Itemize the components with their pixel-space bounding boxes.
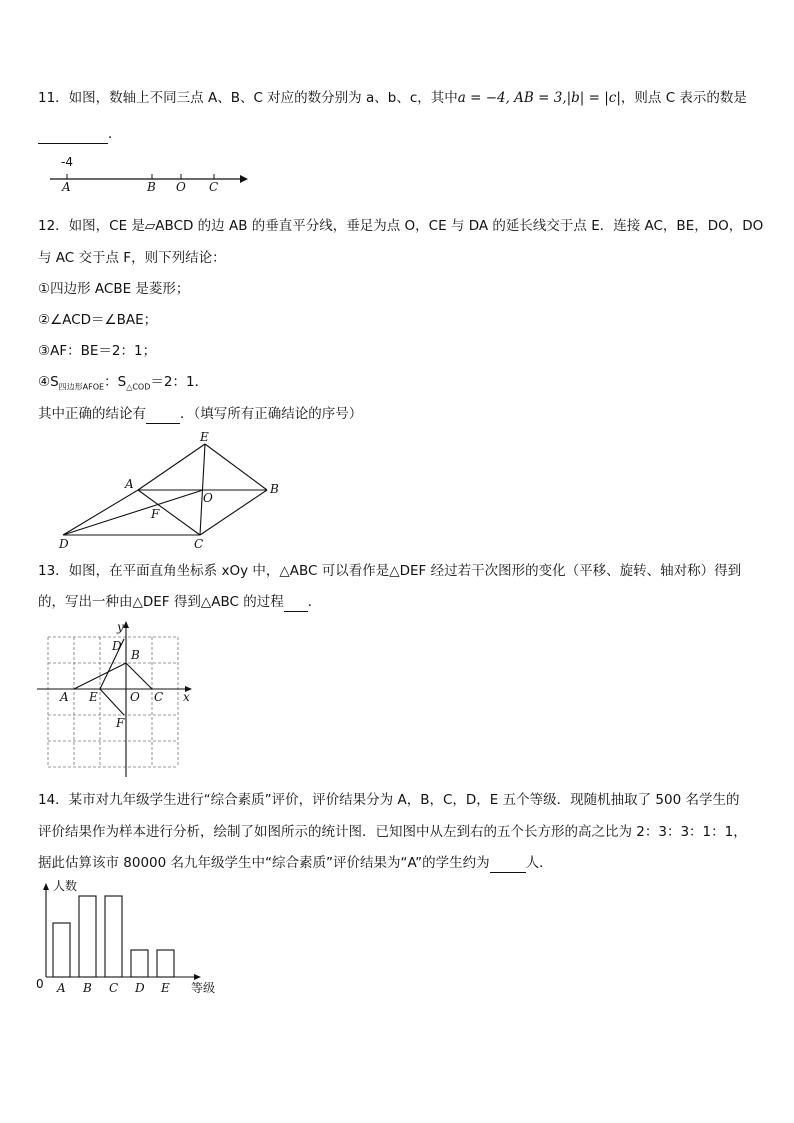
label-c: C	[154, 690, 164, 704]
c4-c: ＝2：1．	[150, 374, 209, 390]
q12-blank	[146, 407, 180, 424]
q12-conclusion-1: ①四边形 ACBE 是菱形；	[38, 281, 190, 297]
seg-da	[63, 490, 138, 535]
q12-ask-a: 其中正确的结论有	[38, 406, 146, 422]
category-label-b: B	[83, 981, 92, 995]
q11-blank	[38, 127, 108, 144]
label-f: F	[116, 716, 125, 730]
bar-e	[157, 950, 174, 977]
c4-sub2: △COD	[126, 382, 151, 392]
q12-conclusion-2: ②∠ACD＝∠BAE；	[38, 312, 158, 328]
q13-line2-a: 的，写出一种由△DEF 得到△ABC 的过程	[38, 594, 284, 610]
c4-b: ：S	[104, 374, 127, 390]
tick-label: -4	[61, 155, 73, 169]
point-c: C	[209, 180, 219, 194]
point-o: O	[176, 180, 186, 194]
c4-a: ④S	[38, 374, 59, 390]
category-label-a: A	[57, 981, 66, 995]
q14-line1: 14．某市对九年级学生进行“综合素质”评价，评价结果分为 A，B，C，D，E 五个等级．现随机抽取了 500 名学生的	[38, 792, 740, 808]
q12-ask-b: ．（填写所有正确结论的序号）	[180, 406, 363, 422]
category-label-c: C	[109, 981, 119, 995]
point-a: A	[62, 180, 71, 194]
label-c: C	[194, 537, 204, 551]
q11-end: ．	[108, 126, 122, 142]
q11-formula: a = −4, AB = 3,|b| = |c|	[457, 90, 621, 106]
label-e: E	[200, 430, 209, 444]
y-arrow-icon	[123, 621, 129, 628]
q13-line2-b: ．	[307, 594, 322, 610]
q13-blank	[284, 595, 308, 612]
q13-coordinate-figure	[35, 620, 200, 780]
label-a: A	[125, 477, 134, 491]
category-label-e: E	[161, 981, 170, 995]
chart-x-label: 等级	[191, 981, 216, 995]
q11-number-line	[45, 152, 255, 194]
label-o: O	[130, 690, 140, 704]
label-y: y	[117, 620, 124, 634]
category-label-d: D	[135, 981, 145, 995]
label-x: x	[183, 690, 190, 704]
label-d: D	[59, 537, 69, 551]
arrow-icon	[240, 175, 248, 183]
label-a: A	[60, 690, 69, 704]
label-d: D	[112, 639, 122, 653]
c4-sub1: 四边形AFOE	[58, 382, 105, 392]
q11-text-b: ，则点 C 表示的数是	[620, 90, 747, 106]
bar-b	[79, 896, 96, 977]
seg-eb	[205, 444, 267, 490]
q11-answer-line	[38, 124, 122, 144]
label-b: B	[270, 482, 279, 496]
q12-line2: 与 AC 交于点 F，则下列结论：	[38, 250, 226, 266]
q12-line1: 12．如图，CE 是▱ABCD 的边 AB 的垂直平分线，垂足为点 O，CE 与 DA 的延长线交于点 E．连接 AC，BE，DO，DO	[38, 218, 764, 234]
label-o: O	[203, 491, 213, 505]
chart-bars	[53, 896, 174, 995]
chart-x-arrow-icon	[194, 974, 201, 980]
q12-parallelogram-figure	[55, 430, 290, 555]
triangle-abc	[74, 663, 152, 689]
seg-ae	[138, 444, 205, 490]
q13-line2	[38, 592, 321, 612]
q11-text	[38, 88, 747, 108]
q12-conclusion-4	[38, 372, 208, 398]
q13-line1: 13．如图，在平面直角坐标系 xOy 中，△ABC 可以看作是△DEF 经过若干次图形的变化（平移、旋转、轴对称）得到	[38, 563, 742, 579]
chart-origin-label: 0	[36, 977, 44, 991]
bar-d	[131, 950, 148, 977]
q14-line3-b: 人．	[525, 855, 553, 871]
q14-blank	[490, 856, 526, 873]
q12-ask	[38, 404, 362, 424]
chart-y-label: 人数	[53, 879, 78, 893]
seg-do	[63, 490, 203, 535]
q11-text-a: 11．如图，数轴上不同三点 A、B、C 对应的数分别为 a、b、c，其中	[38, 90, 458, 106]
chart-y-arrow-icon	[43, 883, 49, 890]
label-b: B	[131, 648, 140, 662]
q14-line3-a: 据此估算该市 80000 名九年级学生中“综合素质”评价结果为“A”的学生约为	[38, 855, 490, 871]
point-b: B	[147, 180, 156, 194]
q14-line3	[38, 853, 553, 873]
label-e: E	[89, 690, 98, 704]
label-f: F	[151, 507, 160, 521]
q14-bar-chart	[33, 875, 228, 1000]
bar-a	[53, 923, 70, 977]
seg-ac	[138, 490, 200, 535]
bar-c	[105, 896, 122, 977]
q12-conclusion-3: ③AF：BE＝2：1；	[38, 343, 157, 359]
q14-line2: 评价结果作为样本进行分析，绘制了如图所示的统计图．已知图中从左到右的五个长方形的高之比为 2：3：3：1：1，	[38, 824, 747, 840]
